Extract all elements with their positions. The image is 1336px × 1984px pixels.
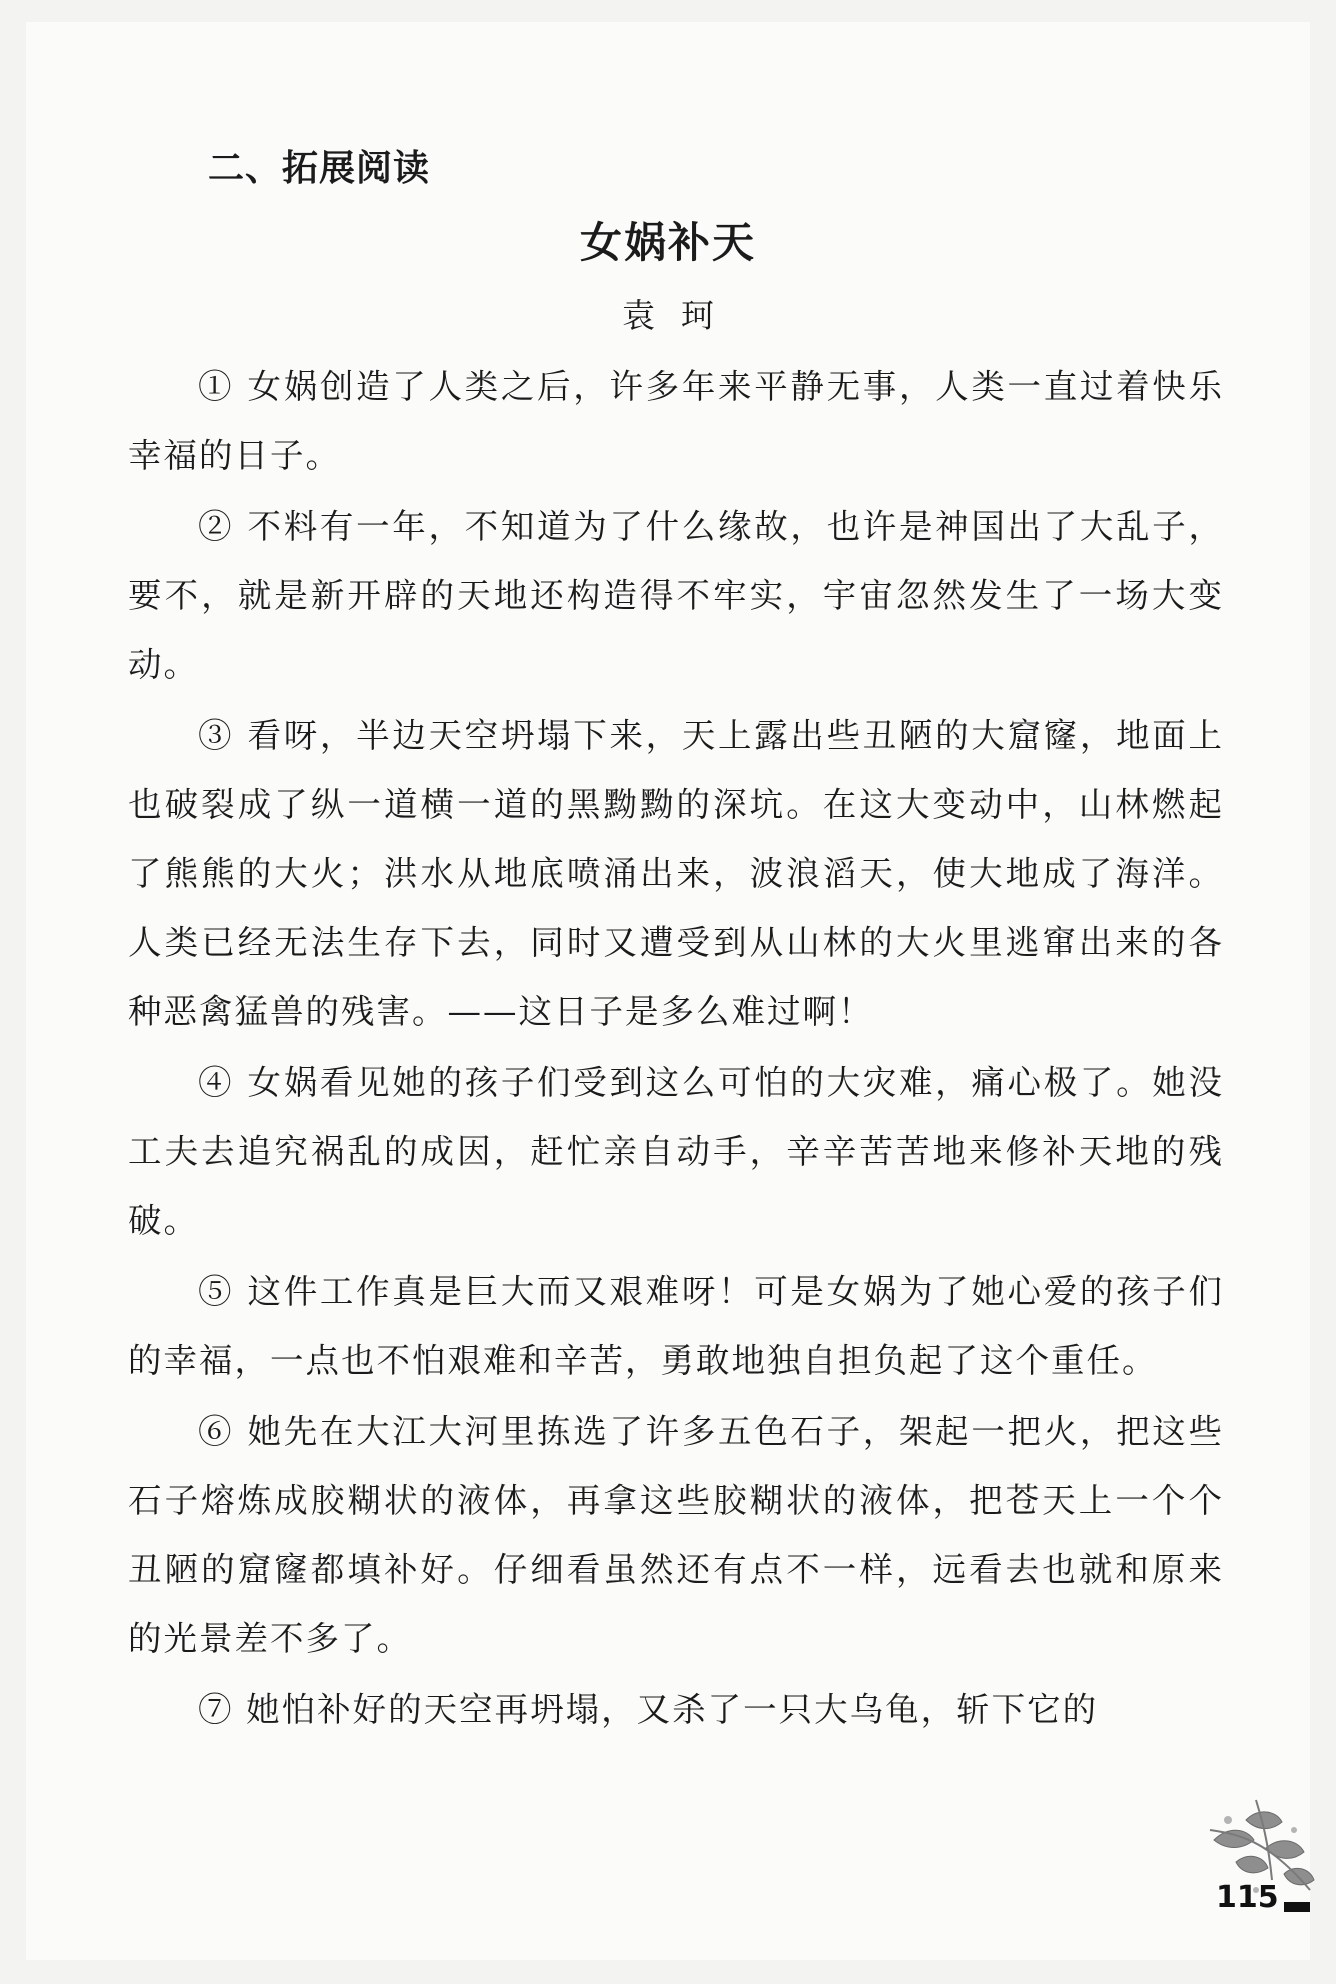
article-author: 袁珂 bbox=[622, 296, 740, 335]
paragraph-1: ① 女娲创造了人类之后，许多年来平静无事，人类一直过着快乐幸福的日子。 bbox=[128, 367, 1224, 475]
article-title: 女娲补天 bbox=[579, 218, 756, 267]
paragraph-7: ⑦ 她怕补好的天空再坍塌，又杀了一只大乌龟，斩下它的 bbox=[198, 1690, 1099, 1729]
section-heading: 二、拓展阅读 bbox=[208, 148, 431, 189]
paragraph-3: ③ 看呀，半边天空坍塌下来，天上露出些丑陋的大窟窿，地面上也破裂成了纵一道横一道的黑黝黝的深坑。在这大变动中，山林燃起了熊熊的大火；洪水从地底喷涌出来，波浪滔天，使大地成了海洋。人类已经无法生存下去，同时又遭受到从山林的大火里逃窜出来的各种恶禽猛兽的残害。——这日子是多么难过啊！ bbox=[128, 716, 1224, 1031]
article-body bbox=[128, 352, 1224, 1746]
paragraph-2: ② 不料有一年，不知道为了什么缘故，也许是神国出了大乱子，要不，就是新开辟的天地还构造得不牢实，宇宙忽然发生了一场大变动。 bbox=[128, 507, 1224, 684]
page-number: 115 bbox=[1216, 1880, 1279, 1915]
paragraph-6: ⑥ 她先在大江大河里拣选了许多五色石子，架起一把火，把这些石子熔炼成胶糊状的液体，再拿这些胶糊状的液体，把苍天上一个个丑陋的窟窿都填补好。仔细看虽然还有点不一样，远看去也就和原来的光景差不多了。 bbox=[128, 1412, 1224, 1658]
paragraph-4: ④ 女娲看见她的孩子们受到这么可怕的大灾难，痛心极了。她没工夫去追究祸乱的成因，赶忙亲自动手，辛辛苦苦地来修补天地的残破。 bbox=[128, 1063, 1224, 1240]
page-number-bar bbox=[1284, 1902, 1310, 1912]
paragraph-5: ⑤ 这件工作真是巨大而又艰难呀！可是女娲为了她心爱的孩子们的幸福，一点也不怕艰难和辛苦，勇敢地独自担负起了这个重任。 bbox=[128, 1272, 1224, 1380]
